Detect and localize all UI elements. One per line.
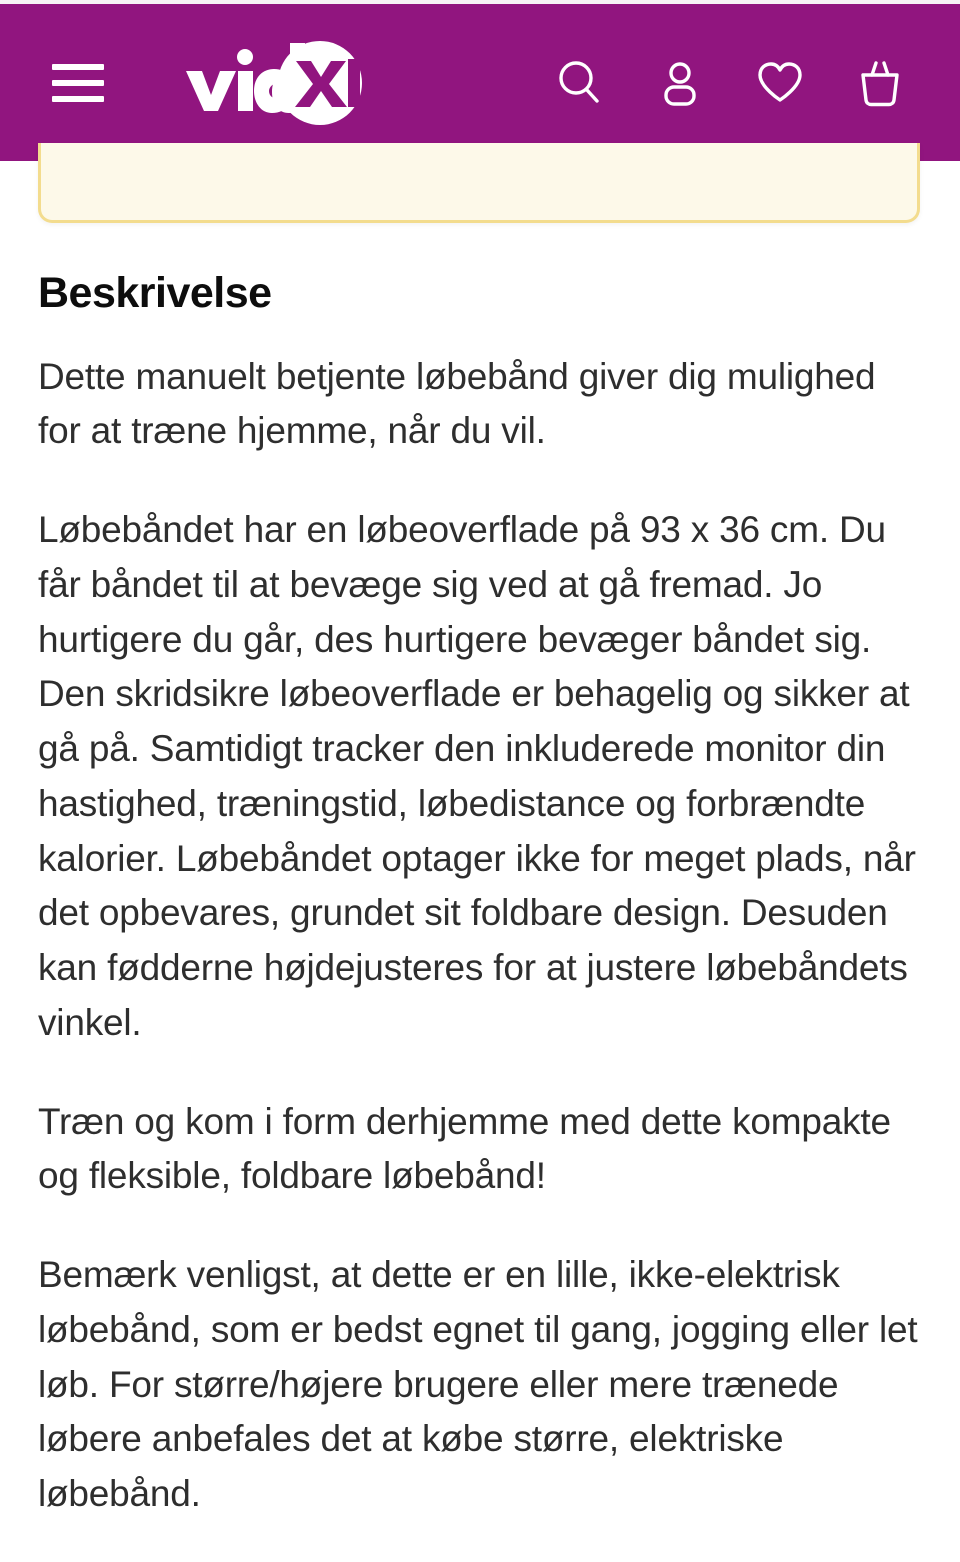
description-paragraph: Træn og kom i form derhjemme med dette kompakte og fleksible, foldbare løbebånd!: [38, 1100, 891, 1197]
wishlist-heart-icon[interactable]: [752, 55, 808, 111]
description-paragraph: Dette manuelt betjente løbebånd giver dig mulighed for at træne hjemme, når du vil.: [38, 355, 876, 452]
heart-icon-glyph: [754, 58, 806, 108]
description-paragraph: Løbebåndet har en løbeoverflade på 93 x 36 cm. Du får båndet til at bevæge sig ved at gå fremad. Jo hurtigere du går, des hurtigere bevæger båndet sig. Den skridsikre løbeoverflade er behagelig og sikker at gå på. Samtidigt tracker den inkluderede monitor din hastighed, træningstid, løbedistance og forbrændte kalorier. Løbebåndet optager ikke for meget plads, når det opbevares, grundet sit foldbare design. Desuden kan fødderne højdejusteres for at justere løbebåndets vinkel.: [38, 509, 916, 1043]
notice-area: [0, 161, 960, 256]
basket-icon-glyph: [855, 58, 905, 108]
hamburger-bar-1: [52, 64, 104, 70]
hamburger-bar-3: [52, 96, 104, 102]
vidaxl-logo[interactable]: [182, 43, 367, 123]
account-icon[interactable]: [652, 55, 708, 111]
cart-basket-icon[interactable]: [852, 55, 908, 111]
description-body: [38, 350, 922, 1522]
vidaxl-logo-icon: [182, 41, 367, 125]
hamburger-menu-icon[interactable]: [52, 61, 104, 105]
notice-banner[interactable]: [38, 143, 920, 223]
site-header: [0, 4, 960, 161]
search-icon-glyph: [555, 58, 605, 108]
hamburger-bar-2: [52, 80, 104, 86]
description-paragraph: Bemærk venligst, at dette er en lille, ikke-elektrisk løbebånd, som er bedst egnet til gang, jogging eller let løb. For større/højere brugere eller mere trænede løbere anbefales det at købe større, elektriske løbebånd.: [38, 1254, 918, 1515]
account-icon-glyph: [655, 58, 705, 108]
search-icon[interactable]: [552, 55, 608, 111]
description-section: [0, 256, 960, 1522]
page-title: Beskrivelse: [38, 269, 272, 317]
header-action-icons: [552, 55, 908, 111]
